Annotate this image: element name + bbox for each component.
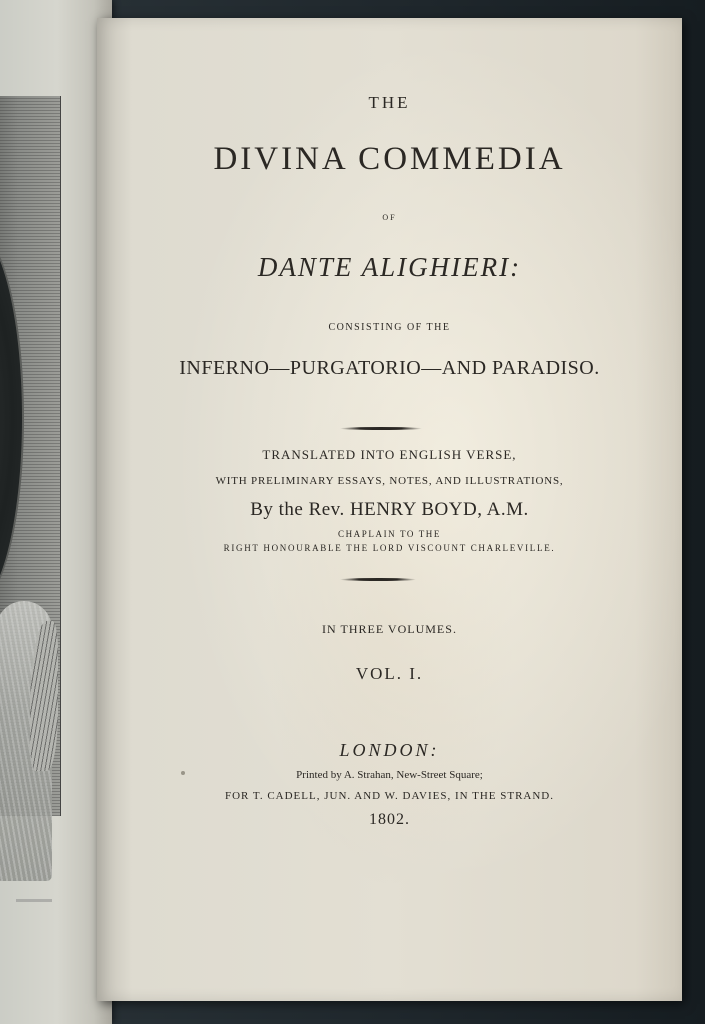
title-page [97, 18, 682, 1001]
translator-line: By the Rev. HENRY BOYD, A.M. [250, 499, 529, 520]
printer-line: Printed by A. Strahan, New-Street Square; [296, 769, 483, 781]
left-page [0, 0, 112, 1024]
essays-line: WITH PRELIMINARY ESSAYS, NOTES, AND ILLUSTRATIONS, [215, 475, 564, 487]
translated-line: TRANSLATED INTO ENGLISH VERSE, [262, 447, 517, 462]
title-of: OF [382, 213, 397, 222]
parts-line: INFERNO—PURGATORIO—AND PARADISO. [179, 357, 600, 379]
volumes-line: IN THREE VOLUMES. [322, 622, 457, 636]
imprint-year: 1802. [369, 811, 410, 828]
consisting-line: CONSISTING OF THE [328, 322, 451, 333]
frontispiece-engraving [0, 96, 61, 816]
title-article: THE [368, 93, 411, 112]
chaplain-line: CHAPLAIN TO THE [337, 529, 441, 539]
publishers-line: FOR T. CADELL, JUN. AND W. DAVIES, IN THE STRAND. [224, 790, 554, 802]
ornamental-rule [340, 578, 416, 581]
patron-line: RIGHT HONOURABLE THE LORD VISCOUNT CHARLEVILLE. [223, 543, 556, 553]
engraver-signature [16, 899, 52, 902]
foxing-spot [181, 771, 185, 775]
volume-number: VOL. I. [355, 664, 424, 683]
ornamental-rule [340, 427, 422, 430]
book-title: DIVINA COMMEDIA [213, 141, 566, 177]
portrait-oval [0, 226, 24, 610]
author-name: DANTE ALIGHIERI: [257, 252, 522, 282]
imprint-city: LONDON: [339, 740, 440, 760]
